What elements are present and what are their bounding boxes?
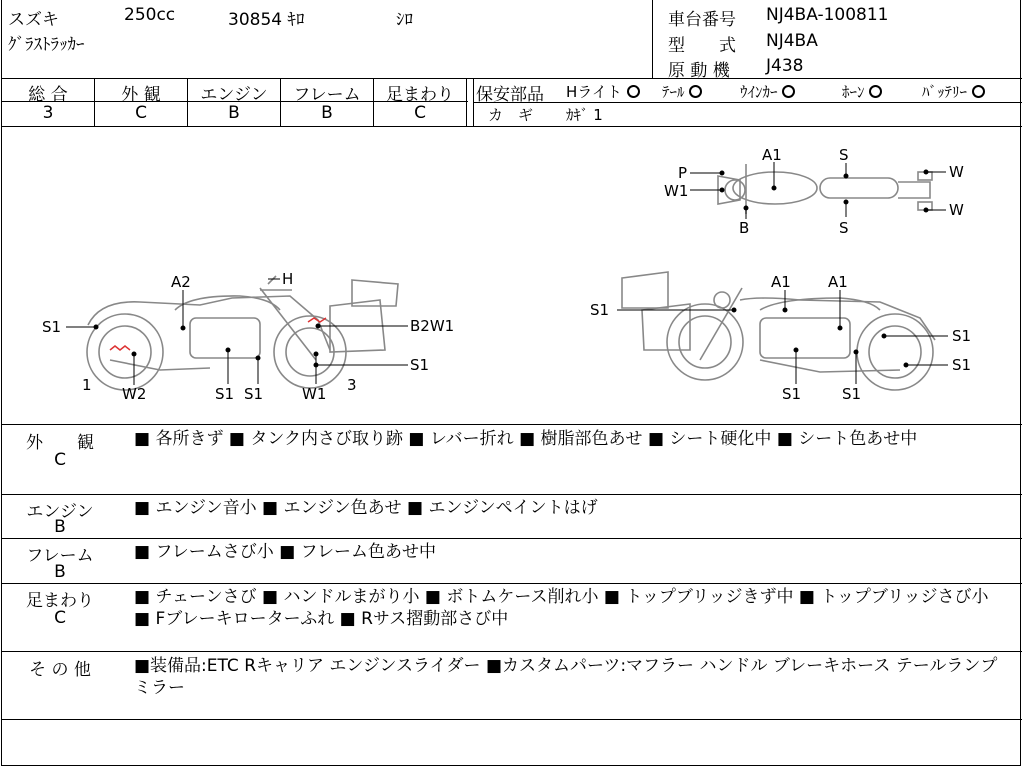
remark-exterior-label: 外 観 xyxy=(26,433,94,453)
label-A1-a: A1 xyxy=(771,273,791,291)
grade-frame-value: B xyxy=(321,103,333,123)
rule xyxy=(1,719,1022,720)
safety-headlight: Hライト xyxy=(566,81,640,102)
label-W1-top: W1 xyxy=(664,182,689,200)
remark-frame-label: フレーム xyxy=(26,546,94,566)
rule xyxy=(1,424,1022,425)
rule xyxy=(1,78,1022,79)
safety-title: 保安部品 xyxy=(476,85,544,105)
chassis-value: NJ4BA-100811 xyxy=(766,5,889,25)
label-S1-r2: S1 xyxy=(952,356,972,374)
grade-frame-label: フレーム xyxy=(293,85,361,105)
rule xyxy=(466,78,467,126)
remark-exterior-grade: C xyxy=(54,450,66,470)
label-S1-b1: S1 xyxy=(782,385,802,403)
label-A2: A2 xyxy=(171,273,191,291)
ok-circle-icon xyxy=(782,85,795,98)
label-W-top: W xyxy=(949,163,964,181)
rule xyxy=(473,102,1022,103)
label-B-top: B xyxy=(739,219,750,237)
chassis-label: 車台番号 xyxy=(668,10,736,30)
mileage: 30854 ｷﾛ xyxy=(228,10,305,30)
header-divider xyxy=(652,0,653,78)
grade-suspension-label: 足まわり xyxy=(386,85,454,105)
rule xyxy=(1,494,1022,495)
engine-label: 原 動 機 xyxy=(668,61,730,81)
safety-winker: ｳｲﾝｶｰ xyxy=(740,81,795,102)
rule xyxy=(1,651,1022,652)
remark-exterior-text: ■ 各所きず ■ タンク内さび取り跡 ■ レバー折れ ■ 樹脂部色あせ ■ シート硬化中 ■ シート色あせ中 xyxy=(134,429,918,449)
ok-circle-icon xyxy=(689,85,702,98)
remark-other-text: ■装備品:ETC Rキャリア エンジンスライダー ■カスタムパーツ:マフラー ハンドル ブレーキホース テールランプ ミラー xyxy=(134,656,998,698)
label-S-top: S xyxy=(839,146,849,164)
grade-engine-label: エンジン xyxy=(200,85,268,105)
ok-circle-icon xyxy=(869,85,882,98)
label-W-bottom: W xyxy=(949,201,964,219)
remark-frame-grade: B xyxy=(54,562,66,582)
label-S1-b2: S1 xyxy=(842,385,862,403)
ok-circle-icon xyxy=(627,85,640,98)
label-S1-b: S1 xyxy=(244,385,264,403)
remark-suspension-label: 足まわり xyxy=(26,591,94,611)
label-W2: W2 xyxy=(122,385,147,403)
engine-value: J438 xyxy=(766,56,804,76)
label-S1-r1: S1 xyxy=(952,327,972,345)
key-label: カ ギ xyxy=(488,106,534,124)
remark-engine-grade: B xyxy=(54,517,66,537)
model-code-value: NJ4BA xyxy=(766,31,818,51)
safety-horn: ﾎｰﾝ xyxy=(842,81,882,102)
model-code-label: 型 式 xyxy=(668,36,736,56)
ok-circle-icon xyxy=(972,85,985,98)
label-one: 1 xyxy=(82,376,92,394)
model-name: ｸﾞﾗｽﾄﾗｯｶｰ xyxy=(8,35,85,55)
label-P: P xyxy=(678,164,688,182)
key-value: ｶｷﾞ 1 xyxy=(566,106,603,124)
grade-exterior-value: C xyxy=(135,103,147,123)
top-view-motorcycle-icon xyxy=(718,164,932,214)
remark-other-label: そ の 他 xyxy=(29,660,91,680)
safety-taillight: ﾃｰﾙ xyxy=(662,81,702,102)
label-W1-left: W1 xyxy=(302,385,327,403)
label-H: H xyxy=(282,270,294,288)
label-S1-left-right: S1 xyxy=(410,356,430,374)
rule xyxy=(1,583,1022,584)
grade-overall-value: 3 xyxy=(42,103,54,123)
remark-suspension-text: ■ チェーンさび ■ ハンドルまがり小 ■ ボトムケース削れ小 ■ トップブリッジきず中 ■ トップブリッジさび小 ■ Fブレーキローターふれ ■ Rサス摺動部さび中 xyxy=(134,587,989,629)
damage-diagram xyxy=(0,127,1022,424)
body-color: ｼﾛ xyxy=(396,10,413,30)
label-S1-a: S1 xyxy=(215,385,235,403)
rule xyxy=(1,538,1022,539)
label-three: 3 xyxy=(347,376,357,394)
label-S1-right-left: S1 xyxy=(590,301,610,319)
safety-battery: ﾊﾞｯﾃﾘｰ xyxy=(922,81,985,102)
label-S1-left: S1 xyxy=(42,318,62,336)
grade-overall-label: 総 合 xyxy=(28,85,68,105)
label-S-bottom: S xyxy=(839,219,849,237)
grade-engine-value: B xyxy=(228,103,240,123)
maker: スズキ xyxy=(8,10,59,30)
displacement: 250cc xyxy=(124,5,176,25)
remark-engine-text: ■ エンジン音小 ■ エンジン色あせ ■ エンジンペイントはげ xyxy=(134,498,598,518)
label-A1-b: A1 xyxy=(828,273,848,291)
remark-engine-label: エンジン xyxy=(26,502,94,522)
grade-suspension-value: C xyxy=(414,103,426,123)
remark-frame-text: ■ フレームさび小 ■ フレーム色あせ中 xyxy=(134,542,436,562)
label-B2W1: B2W1 xyxy=(410,317,455,335)
remark-suspension-grade: C xyxy=(54,608,66,628)
grade-exterior-label: 外 観 xyxy=(121,85,161,105)
label-A1-top: A1 xyxy=(762,146,782,164)
